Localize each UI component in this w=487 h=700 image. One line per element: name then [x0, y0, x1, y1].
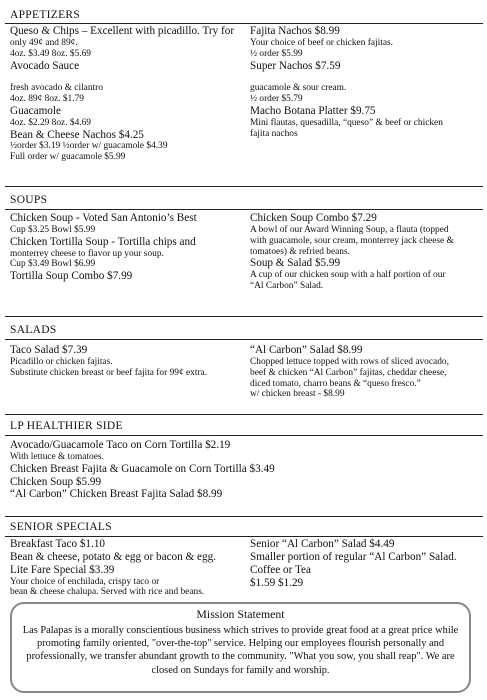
salads-left-column — [10, 344, 245, 379]
menu-item-detail: ½ order $5.79 — [250, 94, 303, 104]
menu-item-detail: ½order $3.19 ½order w/ guacamole $4.39 — [10, 141, 168, 152]
menu-item-title: Coffee or Tea — [250, 563, 311, 576]
menu-item-title: Macho Botana Platter $9.75 — [250, 104, 376, 117]
menu-item-detail: fresh avocado & cilantro — [10, 83, 103, 94]
menu-item-detail: Cup $3.25 Bowl $5.99 — [10, 224, 96, 235]
menu-item-detail: 4oz. 89¢ 8oz. $1.79 — [10, 94, 84, 104]
section-title-senior: SENIOR SPECIALS — [10, 521, 112, 533]
menu-item-title: Chicken Tortilla Soup - Tortilla chips and — [10, 235, 196, 248]
menu-item-detail — [250, 72, 480, 83]
menu-item-title: $1.59 $1.29 — [250, 576, 304, 589]
menu-item-detail: tomatoes) & refried beans. — [250, 246, 350, 257]
menu-item-title: Chicken Soup - Voted San Antonio’s Best — [10, 212, 197, 224]
section-title-healthier: LP HEALTHIER SIDE — [10, 420, 123, 432]
menu-item-title: Avocado Sauce — [10, 59, 80, 72]
menu-item-title: Breakfast Taco $1.10 — [10, 538, 106, 550]
menu-item-detail: bean & cheese chalupa. Served with rice and beans. — [10, 587, 205, 598]
menu-item-detail: “Al Carbon” Salad. — [250, 281, 324, 291]
menu-item-detail: Your choice of enchilada, crispy taco or — [10, 576, 160, 587]
menu-item-detail: Substitute chicken breast or beef fajita for 99¢ extra. — [10, 367, 208, 378]
menu-item-title: “Al Carbon” Chicken Breast Fajita Salad $8.99 — [10, 488, 223, 501]
menu-item-detail — [10, 72, 240, 83]
divider — [5, 536, 483, 537]
divider — [5, 186, 483, 187]
menu-item-title: Fajita Nachos $8.99 — [250, 25, 340, 37]
senior-left-column — [10, 538, 250, 598]
menu-item-title: Bean & cheese, potato & egg or bacon & egg. — [10, 550, 216, 563]
menu-item-detail: w/ chicken breast - $8.99 — [250, 389, 345, 400]
menu-item-title: Smaller portion of regular “Al Carbon” Salad. — [250, 550, 457, 563]
soups-right-column — [250, 212, 482, 292]
menu-item-detail: Full order w/ guacamole $5.99 — [10, 152, 126, 163]
menu-item-title: “Al Carbon” Salad $8.99 — [250, 344, 363, 356]
menu-item-detail: fajita nachos — [250, 128, 298, 139]
menu-item-detail: Picadillo or chicken fajitas. — [10, 356, 113, 367]
menu-item-detail: 4oz. $3.49 8oz. $5.69 — [10, 48, 91, 59]
menu-item-title: Senior “Al Carbon” Salad $4.49 — [250, 538, 395, 550]
soups-left-column — [10, 212, 245, 283]
menu-item-title: Lite Fare Special $3.39 — [10, 563, 115, 576]
senior-right-column — [250, 538, 482, 590]
menu-item-detail: Your choice of beef or chicken fajitas. — [250, 37, 394, 48]
menu-item-title: Bean & Cheese Nachos $4.25 — [10, 128, 144, 141]
mission-title: Mission Statement — [196, 607, 285, 621]
divider — [5, 209, 483, 210]
appetizers-right-column — [250, 25, 480, 139]
menu-item-detail: monterrey cheese to flavor up your soup. — [10, 248, 164, 259]
section-title-salads: SALADS — [10, 324, 57, 336]
menu-item-detail: beef & chicken “Al Carbon” fajitas, cheddar cheese, — [250, 367, 447, 378]
menu-item-detail: guacamole & sour cream. — [250, 83, 347, 94]
menu-item-title: Guacamole — [10, 104, 61, 117]
divider — [5, 339, 483, 340]
divider — [5, 435, 483, 436]
salads-right-column — [250, 344, 482, 400]
menu-item-title: Avocado/Guacamole Taco on Corn Tortilla $2.19 — [10, 439, 231, 451]
healthier-column — [10, 439, 480, 501]
menu-item-detail: With lettuce & tomatoes. — [10, 451, 104, 462]
menu-item-title: Super Nachos $7.59 — [250, 59, 341, 72]
appetizers-left-column — [10, 25, 240, 163]
menu-item-detail: Cup $3.49 Bowl $6.99 — [10, 259, 96, 270]
menu-item-detail: A bowl of our Award Winning Soup, a flauta (topped — [250, 224, 449, 235]
menu-item-detail: 4oz. $2.29 8oz. $4.69 — [10, 117, 91, 128]
menu-item-title: Soup & Salad $5.99 — [250, 257, 341, 270]
menu-item-title: Tortilla Soup Combo $7.99 — [10, 270, 133, 283]
divider — [5, 516, 483, 517]
divider — [5, 23, 483, 24]
mission-statement-box — [10, 602, 471, 693]
divider — [5, 316, 483, 317]
menu-item-detail: Mini flautas, quesadilla, “queso” & beef or chicken — [250, 117, 443, 128]
menu-item-detail: diced tomato, charro beans & “queso fresco.” — [250, 378, 421, 389]
menu-item-detail: A cup of our chicken soup with a half portion of our — [250, 270, 446, 281]
menu-item-title: Chicken Breast Fajita & Guacamole on Corn Tortilla $3.49 — [10, 462, 275, 475]
section-title-soups: SOUPS — [10, 194, 48, 206]
divider — [5, 414, 483, 415]
menu-item-detail: Chopped lettuce topped with rows of sliced avocado, — [250, 356, 449, 367]
menu-item-title: Queso & Chips – Excellent with picadillo. Try for — [10, 25, 235, 37]
menu-item-detail: ½ order $5.99 — [250, 48, 303, 59]
menu-item-title: Chicken Soup $5.99 — [10, 475, 102, 488]
menu-item-detail: with guacamole, sour cream, monterrey jack cheese & — [250, 235, 454, 246]
menu-item-detail: only 49¢ and 89¢. — [10, 37, 78, 48]
section-title-appetizers: APPETIZERS — [10, 9, 81, 21]
menu-item-title: Taco Salad $7.39 — [10, 344, 88, 356]
menu-item-title: Chicken Soup Combo $7.29 — [250, 212, 377, 224]
mission-body: Las Palapas is a morally conscientious business which strives to provide great food at a great price while promoting family oriented, "over-the-top" service. Helping our employees flourish personally and professionally, we transfer abundant growth to the community. "What you sow, you shall reap". We are closed on Sundays for family and worship. — [22, 625, 459, 676]
